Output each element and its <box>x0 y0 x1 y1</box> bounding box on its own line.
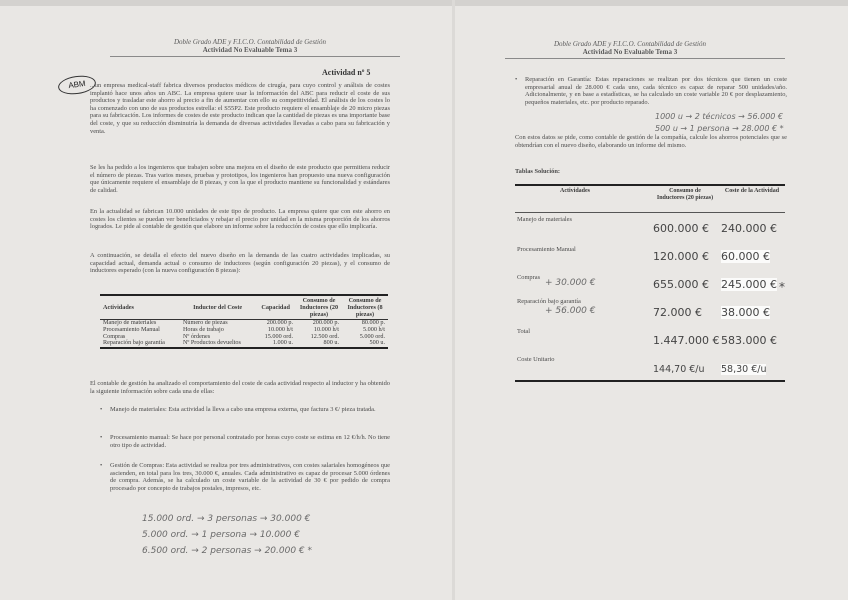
row-label-procesamiento: Procesamiento Manual <box>517 246 576 253</box>
cell: 5.000 h/t <box>362 325 385 333</box>
right-header-line1: Doble Grado ADE y F.I.C.O. Contabilidad de Gestión <box>554 40 706 48</box>
value-unitario-cost: 58,30 €/u <box>721 364 767 375</box>
row-label-unitario: Coste Unitario <box>517 356 555 363</box>
compras-note: + 30.000 € <box>545 278 596 288</box>
cell: Horas de trabajo <box>182 325 224 333</box>
row-label-reparacion: Reparación bajo garantía <box>517 298 581 305</box>
bullet-reparacion: Reparación en Garantía: Estas reparaciones se realizan por dos técnicos que tienen un coste empresarial anual de 28.000 € cada uno, cada técnico es capaz de reparar 500 unidades/año. Adicionalmente, y en base a estadísticas, se ha calculado un coste variable 20 € por desplazamiento, pequeños materiales, etc. por producto reparado. <box>525 76 787 106</box>
right-page <box>455 0 848 600</box>
handwritten-note-3: 6.500 ord. → 2 personas → 20.000 € * <box>142 546 313 556</box>
paragraph-5: El contable de gestión ha analizado el comportamiento del coste de cada actividad respecto al inductor y ha obtenido la siguiente información sobre cada una de ellas: <box>90 380 390 395</box>
cell: 200.000 p. <box>266 319 293 326</box>
paragraph-6: Con estos datos se pide, como contable de gestión de la compañía, calcule los ahorros potenciales que se obtendrían con el nuevo diseño, elaborando un informe del mismo. <box>515 134 787 149</box>
cell: 10.000 h/t <box>313 325 339 333</box>
paragraph-1: ...un empresa medical-staff fabrica diversos productos médicos de cirugía, para cuyo control y análisis de costes implantó hace unos años un ABC. La empresa quiere usar la información del ABC para reducir el coste de sus productos y trasladar este ahorro al precio a fin de aumentar con ello su competitividad. El análisis de los costes lo ha comenzado con uno de sus productos estrella: el S55P2. Este producto requiere el ensamblaje de 20 micro piezas para su fabricación. Los informes de costes de este producto indican que la cantidad de piezas es una importante base del coste, y que su reducción disminuiría la demanda de diversas actividades llevadas a cabo para su fabricación y venta. <box>90 82 390 135</box>
row-label-compras: Compras <box>517 274 541 281</box>
cell: 10.000 h/t <box>267 325 293 333</box>
th-capacidad: Capacidad <box>255 295 296 320</box>
value-procesamiento-cost: 60.000 € <box>721 250 770 263</box>
cell: 15.000 ord. <box>264 332 293 340</box>
value-procesamiento-c20: 120.000 € <box>653 250 709 263</box>
left-header <box>120 38 380 54</box>
bottom-rule <box>515 380 785 382</box>
brace-asterisk: * <box>779 280 785 294</box>
cell: 80.000 p. <box>361 319 385 326</box>
cell: 800 u. <box>296 340 342 348</box>
cell: 5.000 ord. <box>359 332 385 340</box>
handwritten-note-a: 1000 u → 2 técnicos → 56.000 € <box>655 112 784 121</box>
bullet-dot: • <box>100 434 103 441</box>
th-inductor: Inductor del Coste <box>180 295 255 320</box>
value-compras-cost: 245.000 € <box>721 278 777 291</box>
bullet-procesamiento: Procesamiento manual: Se hace por personal contratado por horas cuyo coste se estima en 12 €/h/h. No tiene otro tipo de actividad. <box>110 434 390 449</box>
row-label-total: Total <box>517 328 531 335</box>
left-header-line2: Actividad No Evaluable Tema 3 <box>202 46 298 54</box>
paragraph-4: A continuación, se detalla el efecto del nuevo diseño en la demanda de las cuatro actividades implicadas, su capacidad actual, demanda actual o consumo de inductores (según configuración 20 piezas), y el consumo de inductores esperado (con la nueva configuración 8 piezas): <box>90 252 390 275</box>
activities-table <box>100 294 388 349</box>
bullet-manejo: Manejo de materiales: Esta actividad la lleva a cabo una empresa externa, que factura 3 €/ pieza tratada. <box>110 406 376 413</box>
solution-tables-label: Tablas Solución: <box>515 168 561 175</box>
cell: Compras <box>103 332 126 340</box>
handwritten-note-1: 15.000 ord. → 3 personas → 30.000 € <box>142 514 311 524</box>
value-total-c20: 1.447.000 € <box>653 334 720 347</box>
col-consumo-20: Consumo de Inductores (20 piezas) <box>656 188 714 201</box>
value-manejo-c20: 600.000 € <box>653 222 709 235</box>
th-consumo-8: Consumo de Inductores (8 piezas) <box>342 295 388 320</box>
th-consumo-20: Consumo de Inductores (20 piezas) <box>296 295 342 320</box>
row-label-manejo: Manejo de materiales <box>517 216 573 223</box>
paragraph-2: Se les ha pedido a los ingenieros que trabajen sobre una mejora en el diseño de este producto que permitiera reducir el número de piezas. Tras varios meses, pruebas y prototipos, los ingenieros han propuesto una nueva configuración que únicamente requiere el ensamblaje de 8 piezas, y con la que el producto mantiene su funcionalidad y estándares de calidad. <box>90 164 390 194</box>
paragraph-3: En la actualidad se fabrican 10.000 unidades de este tipo de producto. La empresa quiere que con este ahorro en costes los clientes se puedan ver beneficiados y rebajar el precio por unidad en la misma proporción de los ahorros logrados. Le pide al contable de gestión que elabore un informe sobre la reducción de costes que ello implicaría. <box>90 208 390 231</box>
top-rule <box>515 184 785 186</box>
right-header-line2: Actividad No Evaluable Tema 3 <box>582 48 678 56</box>
value-reparacion-cost: 38.000 € <box>721 306 770 319</box>
cell: Manejo de materiales <box>103 319 157 326</box>
cell: 1.000 u. <box>255 340 296 348</box>
right-header-rule <box>505 58 785 59</box>
right-header <box>515 40 745 56</box>
col-actividades: Actividades <box>560 188 590 194</box>
value-total-cost: 583.000 € <box>721 334 777 347</box>
cell: Nº Productos devueltos <box>180 340 255 348</box>
bullet-compras: Gestión de Compras: Esta actividad se realiza por tres administrativos, con costes salariales homogéneos que ascienden, en total para los tres, 30.000 €, anuales. Cada administrativo es capaz de procesar 5.000 órdenes de compra. Además, se ha calculado un coste variable de la actividad de 30 € por pedido de compra procesado por concepto de trabajos postales, impresos, etc. <box>110 462 390 492</box>
cell: 200.000 p. <box>312 319 339 326</box>
left-header-rule <box>110 56 400 57</box>
cell: 12.500 ord. <box>310 332 339 340</box>
value-reparacion-c20: 72.000 € <box>653 306 702 319</box>
table-row <box>100 327 388 334</box>
circled-abm-mark: ABM <box>57 73 97 96</box>
cell: Procesamiento Manual <box>103 325 160 333</box>
cell: Nº órdenes <box>182 332 211 340</box>
header-rule <box>515 212 785 213</box>
value-manejo-cost: 240.000 € <box>721 222 777 235</box>
bullet-dot: • <box>515 76 518 83</box>
cell: Reparación bajo garantía <box>100 340 180 348</box>
cell: 500 u. <box>342 340 388 348</box>
cell: Número de piezas <box>182 319 228 326</box>
bullet-dot: • <box>100 406 103 413</box>
reparacion-note: + 56.000 € <box>545 306 596 316</box>
value-unitario-c20: 144,70 €/u <box>653 364 705 375</box>
table-row <box>100 340 388 348</box>
col-coste: Coste de la Actividad <box>724 188 780 194</box>
handwritten-note-b: 500 u → 1 persona → 28.000 € * <box>655 124 784 133</box>
activity-title: Actividad nº 5 <box>322 68 371 77</box>
bullet-dot: • <box>100 462 103 469</box>
value-compras-c20: 655.000 € <box>653 278 709 291</box>
left-header-line1: Doble Grado ADE y F.I.C.O. Contabilidad de Gestión <box>174 38 326 46</box>
th-actividades: Actividades <box>100 295 180 320</box>
handwritten-note-2: 5.000 ord. → 1 persona → 10.000 € <box>142 530 300 540</box>
